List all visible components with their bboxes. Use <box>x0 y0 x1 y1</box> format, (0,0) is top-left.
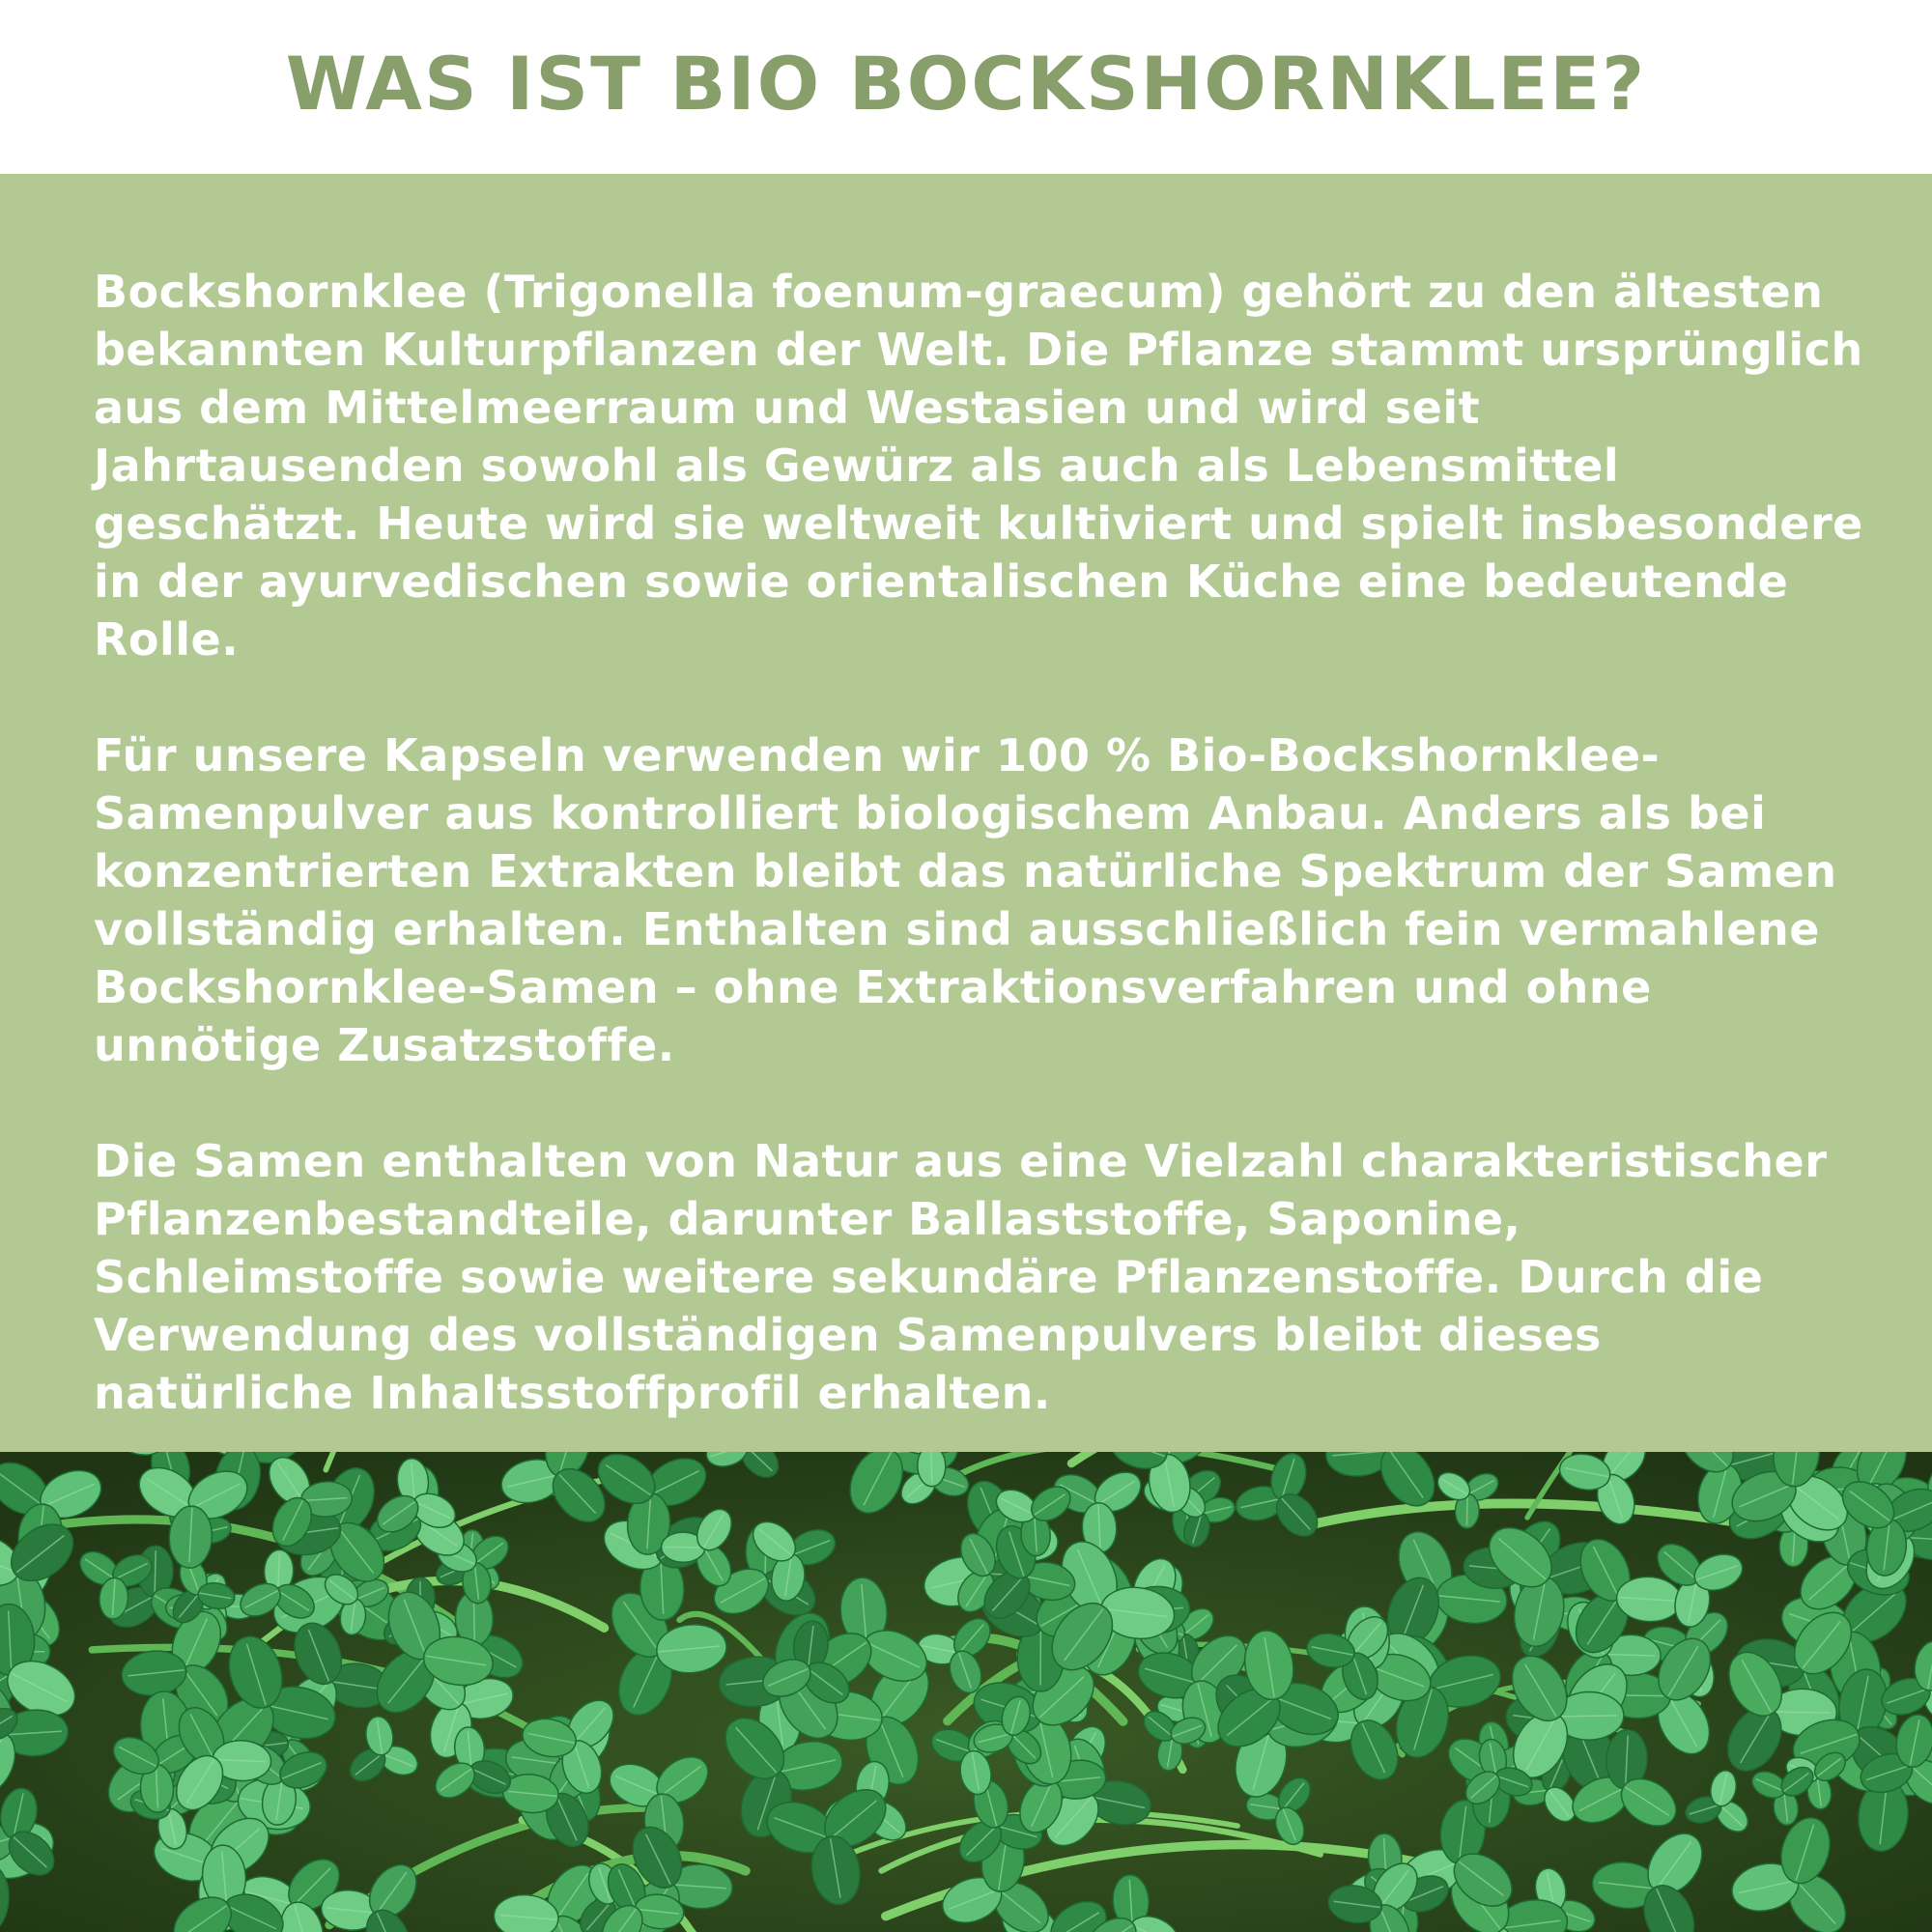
seedlings-illustration <box>0 1452 1932 1932</box>
leaf-vein <box>473 1597 474 1644</box>
paragraph-origin: Bockshornklee (Trigonella foenum-graecum) gehört zu den ältesten bekannten Kulturpflanzen der Welt. Die Pflanze stammt ursprünglich aus dem Mittelmeerraum und Westasien und wird seit Jahrtausenden sowohl als Gewürz als auch als Lebensmittel geschätzt. Heute wird sie weltweit kultiviert und spielt insbesondere in der ayurvedischen sowie orientalischen Küche eine bedeutende Rolle. <box>94 266 1863 666</box>
paragraph-capsules: Für unsere Kapseln verwenden wir 100 % Bio-Bockshornklee-Samenpulver aus kontrolliert biologischem Anbau. Anders als bei konzentrierten Extrakten bleibt das natürliche Spektrum der Samen vollständig erhalten. Enthalten sind ausschließlich fein vermahlene Bockshornklee-Samen – ohne Extraktionsverfahren und ohne unnötige Zusatzstoffe. <box>94 729 1837 1071</box>
paragraph-ingredients: Die Samen enthalten von Natur aus eine Vielzahl charakteristischer Pflanzenbestandteile, darunter Ballaststoffe, Saponine, Schleimstoffe sowie weitere sekundäre Pflanzenstoffe. Durch die Verwendung des vollständigen Samenpulvers bleibt dieses natürliche Inhaltsstoffprofil erhalten. <box>94 1135 1828 1419</box>
fenugreek-seedlings-photo <box>0 1452 1932 1932</box>
leaf-vein <box>1466 1494 1467 1524</box>
text-panel <box>0 174 1932 1452</box>
leaf-vein <box>1771 1712 1831 1713</box>
header <box>0 0 1932 174</box>
page-title: WAS IST BIO BOCKSHORNKLEE? <box>285 40 1647 127</box>
leaf-vein <box>1556 1716 1617 1717</box>
